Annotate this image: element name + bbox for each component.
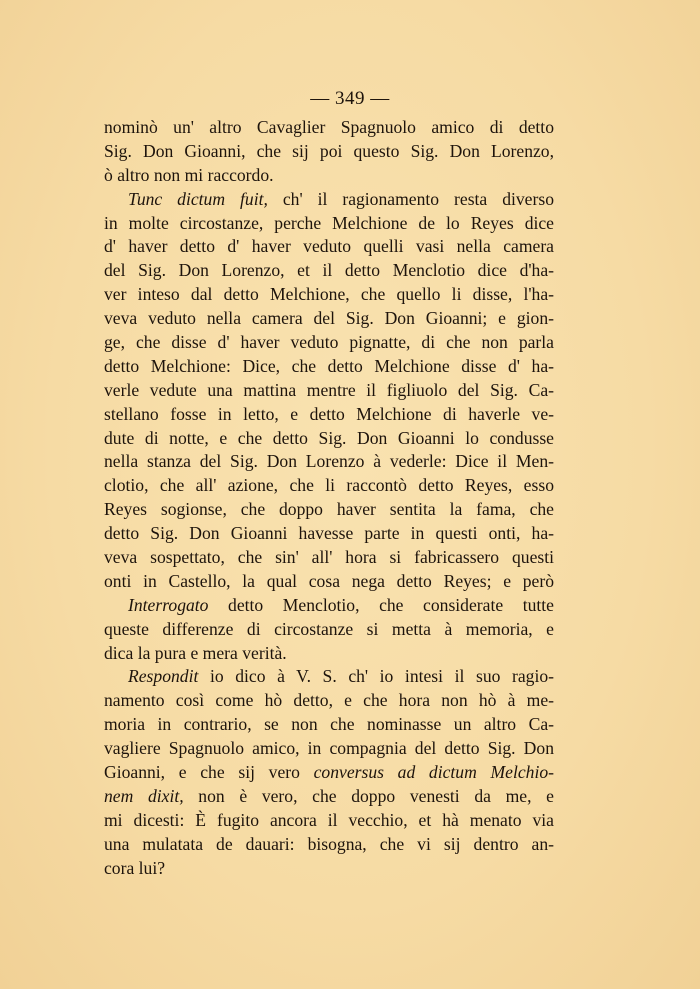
text-line bbox=[104, 594, 554, 618]
text-segment: queste differenze di circostanze si metta à memoria, e bbox=[104, 618, 554, 639]
text-segment: Sig. Don Gioanni, che sij poi questo Sig. Don Lorenzo, bbox=[104, 140, 554, 161]
text-segment: detto Melchione: Dice, che detto Melchione disse d' ha- bbox=[104, 355, 554, 376]
text-segment: in molte circostanze, perche Melchione de lo Reyes dice bbox=[104, 212, 554, 233]
text-segment: del Sig. Don Lorenzo, et il detto Menclotio dice d'ha- bbox=[104, 260, 554, 281]
text-line bbox=[104, 522, 554, 546]
text-line bbox=[104, 474, 554, 498]
text-line bbox=[104, 379, 554, 403]
text-line bbox=[104, 188, 554, 212]
text-line bbox=[104, 665, 554, 689]
text-segment: veva sospettato, che sin' all' hora si fabricassero questi bbox=[104, 547, 554, 568]
text-segment: dute di notte, e che detto Sig. Don Gioanni lo condusse bbox=[104, 427, 554, 448]
text-line bbox=[104, 116, 554, 140]
text-segment: detto Menclotio, che considerate tutte bbox=[208, 594, 554, 615]
text-line bbox=[104, 235, 554, 259]
text-line bbox=[104, 642, 554, 666]
text-line bbox=[104, 427, 554, 451]
text-segment: ver inteso dal detto Melchione, che quello li disse, l'ha- bbox=[104, 284, 554, 305]
italic-text: Tunc dictum fuit, bbox=[128, 188, 268, 209]
text-line bbox=[104, 785, 554, 809]
text-segment: vagliere Spagnuolo amico, in compagnia del detto Sig. Don bbox=[104, 738, 554, 759]
italic-text: nem dixit, bbox=[104, 785, 184, 806]
text-line bbox=[104, 809, 554, 833]
page-number: — 349 — bbox=[310, 88, 390, 109]
text-segment: verle vedute una mattina mentre il figliuolo del Sig. Ca- bbox=[104, 379, 554, 400]
text-segment: namento così come hò detto, e che hora non hò à me- bbox=[104, 690, 554, 711]
text-segment: nella stanza del Sig. Don Lorenzo à vederle: Dice il Men- bbox=[104, 451, 554, 472]
text-segment: mi dicesti: È fugito ancora il vecchio, et hà menato via bbox=[104, 809, 554, 830]
text-segment: Gioanni, e che sij vero bbox=[104, 762, 314, 783]
text-line bbox=[104, 737, 554, 761]
text-segment: ò altro non mi raccordo. bbox=[104, 164, 274, 185]
text-line bbox=[104, 713, 554, 737]
text-segment: nominò un' altro Cavaglier Spagnuolo amico di detto bbox=[104, 117, 554, 137]
text-line bbox=[104, 283, 554, 307]
italic-text: conversus ad dictum Melchio- bbox=[313, 762, 554, 783]
text-segment: veva veduto nella camera del Sig. Don Gioanni; e gion- bbox=[104, 308, 554, 329]
text-line bbox=[104, 331, 554, 355]
text-segment: clotio, che all' azione, che li raccontò detto Reyes, esso bbox=[104, 475, 554, 496]
text-line bbox=[104, 689, 554, 713]
text-segment: d' haver detto d' haver veduto quelli vasi nella camera bbox=[104, 236, 554, 257]
text-segment: non è vero, che doppo venesti da me, e bbox=[183, 785, 554, 806]
text-line bbox=[104, 546, 554, 570]
text-line bbox=[104, 164, 554, 188]
text-segment: io dico à V. S. ch' io intesi il suo ragio- bbox=[198, 666, 554, 687]
text-segment: cora lui? bbox=[104, 857, 166, 878]
text-segment: Reyes sogionse, che doppo haver sentita la fama, che bbox=[104, 499, 554, 520]
text-line bbox=[104, 857, 554, 881]
text-line bbox=[104, 498, 554, 522]
text-line bbox=[104, 450, 554, 474]
text-segment: stellano fosse in letto, e detto Melchione di haverle ve- bbox=[104, 403, 554, 424]
text-line bbox=[104, 140, 554, 164]
text-line bbox=[104, 570, 554, 594]
text-segment: una mulatata de dauari: bisogna, che vi sij dentro an- bbox=[104, 833, 554, 854]
italic-text: Respondit bbox=[128, 666, 199, 687]
italic-text: Interrogato bbox=[128, 594, 209, 615]
text-line bbox=[104, 307, 554, 331]
text-segment: ch' il ragionamento resta diverso bbox=[267, 188, 554, 209]
text-line bbox=[104, 618, 554, 642]
text-line bbox=[104, 259, 554, 283]
text-segment: onti in Castello, la qual cosa nega detto Reyes; e però bbox=[104, 570, 554, 591]
text-line bbox=[104, 761, 554, 785]
text-segment: detto Sig. Don Gioanni havesse parte in questi onti, ha- bbox=[104, 523, 554, 544]
text-segment: dica la pura e mera verità. bbox=[104, 642, 287, 663]
text-line bbox=[104, 355, 554, 379]
text-segment: moria in contrario, se non che nominasse un altro Ca- bbox=[104, 714, 554, 735]
text-line bbox=[104, 403, 554, 427]
text-segment: ge, che disse d' haver veduto pignatte, di che non parla bbox=[104, 332, 554, 353]
body-text bbox=[104, 116, 554, 881]
text-line bbox=[104, 212, 554, 236]
text-line bbox=[104, 833, 554, 857]
